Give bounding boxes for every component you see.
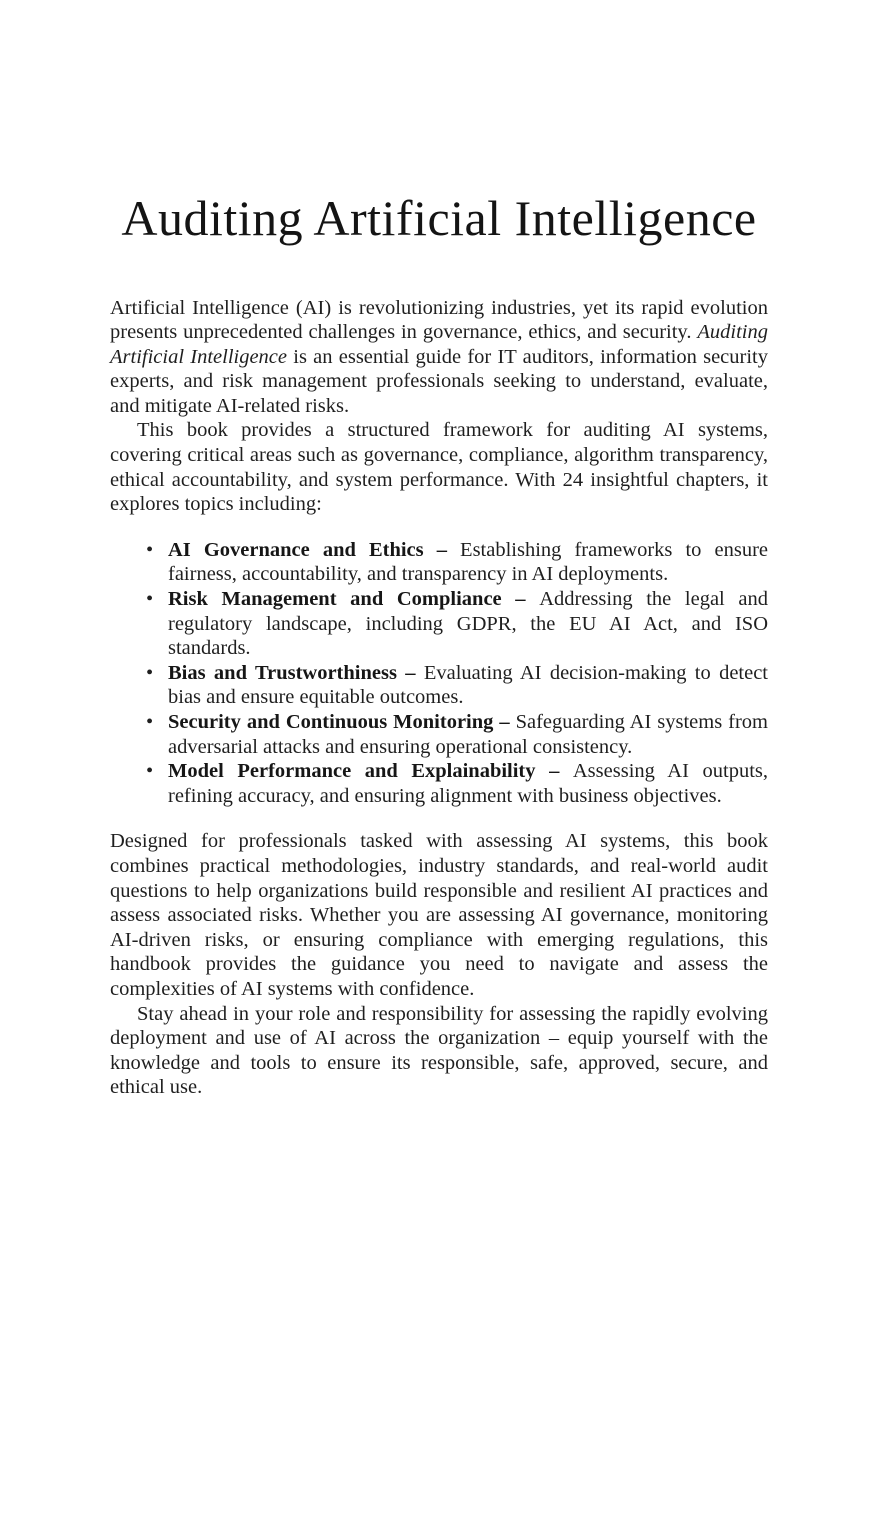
list-item-bias	[110, 661, 768, 710]
book-title-italic: Auditing Artificial Intelligence	[110, 321, 768, 368]
topic-description: Assessing AI outputs, refining accuracy, and ensuring alignment with business objectives.	[168, 760, 768, 807]
page-title: Auditing Artificial Intelligence	[121, 190, 757, 246]
topic-term: Bias and Trustworthiness	[168, 661, 397, 684]
closing-paragraph: Stay ahead in your role and responsibility for assessing the rapidly evolving deployment and use of AI across the organization – equip yourself with the knowledge and tools to ensure its responsible, safe, approved, secure, and ethical use.	[110, 1002, 768, 1099]
list-item-security	[110, 710, 768, 759]
book-description-page	[0, 190, 884, 1516]
topic-description: Safeguarding AI systems from adversarial attacks and ensuring operational consistency.	[168, 711, 768, 758]
list-item-text	[168, 587, 768, 661]
bullet-icon: •	[146, 538, 154, 561]
intro-text-after: is an essential guide for IT auditors, information security experts, and risk management professionals seeking to understand, evaluate, and mitigate AI-related risks.	[110, 345, 768, 417]
topic-description: Evaluating AI decision-making to detect bias and ensure equitable outcomes.	[168, 661, 769, 709]
intro-paragraph	[110, 296, 768, 419]
bullet-icon: •	[146, 661, 154, 684]
topic-term: Model Performance and Explainability	[168, 760, 536, 783]
list-item-text	[168, 759, 768, 808]
list-item-text	[168, 710, 768, 759]
topic-separator: –	[396, 661, 424, 684]
topic-separator: –	[423, 538, 461, 561]
topic-term: AI Governance and Ethics	[168, 538, 424, 561]
bullet-icon: •	[146, 588, 154, 611]
list-item-risk	[110, 587, 768, 661]
topic-term: Security and Continuous Monitoring	[168, 711, 494, 733]
topic-separator: –	[493, 711, 516, 733]
overview-paragraph: This book provides a structured framework for auditing AI systems, covering critical areas such as governance, compliance, algorithm transparency, ethical accountability, and system performance. With 24 insightful chapters, it explores topics including:	[110, 419, 768, 516]
topic-separator: –	[535, 760, 573, 783]
intro-text-before: Artificial Intelligence (AI) is revolutionizing industries, yet its rapid evolution presents unprecedented challenges in governance, ethics, and security.	[110, 296, 768, 344]
topic-description: Establishing frameworks to ensure fairness, accountability, and transparency in AI deployments.	[168, 538, 768, 586]
designed-paragraph: Designed for professionals tasked with assessing AI systems, this book combines practical methodologies, industry standards, and real-world audit questions to help organizations build responsible and resilient AI practices and assess associated risks. Whether you are assessing AI governance, monitoring AI-driven risks, or ensuring compliance with emerging regulations, this handbook provides the guidance you need to navigate and assess the complexities of AI systems with confidence.	[110, 830, 768, 1000]
list-item-text	[168, 661, 768, 710]
bullet-icon: •	[146, 711, 154, 733]
list-item-text	[168, 538, 768, 587]
topic-description: Addressing the legal and regulatory landscape, including GDPR, the EU AI Act, and ISO standards.	[168, 588, 768, 660]
topic-term: Risk Management and Compliance	[168, 588, 502, 611]
list-item-performance	[110, 759, 768, 808]
topic-separator: –	[501, 588, 540, 611]
topics-list	[110, 538, 768, 809]
bullet-icon: •	[146, 760, 154, 783]
body-copy	[110, 296, 768, 1100]
list-item-governance	[110, 538, 768, 587]
